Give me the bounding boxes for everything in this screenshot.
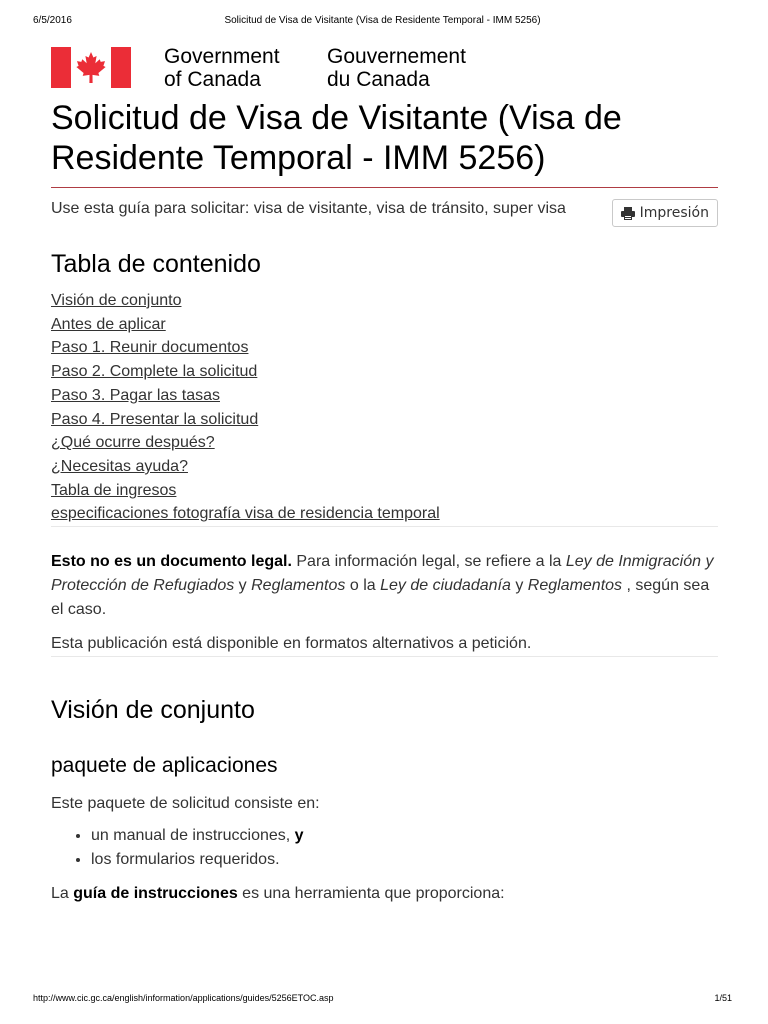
- signature-english: [164, 45, 280, 91]
- government-signature[interactable]: [51, 44, 718, 92]
- print-header: [33, 15, 732, 29]
- toc-item: [51, 336, 718, 360]
- legal-text: o la: [345, 577, 381, 595]
- toc-link-step-2[interactable]: Paso 2. Complete la solicitud: [51, 363, 258, 381]
- toc-link-what-next[interactable]: ¿Qué ocurre después?: [51, 434, 215, 452]
- canada-flag-icon: [51, 47, 131, 88]
- toc-item: [51, 431, 718, 455]
- application-package-heading: paquete de aplicaciones: [51, 754, 278, 778]
- toc-item: [51, 384, 718, 408]
- print-url: http://www.cic.gc.ca/english/information/applications/guides/5256ETOC.asp: [33, 993, 334, 1003]
- print-button-label: Impresión: [639, 205, 709, 221]
- list-item-text: los formularios requeridos.: [91, 851, 280, 869]
- divider: [51, 526, 718, 527]
- toc-link-need-help[interactable]: ¿Necesitas ayuda?: [51, 457, 188, 475]
- list-item-text: un manual de instrucciones,: [91, 827, 295, 845]
- legal-act-immigration: Ley de Inmigración y Protección de Refugiados: [51, 553, 714, 595]
- print-button[interactable]: [612, 199, 718, 227]
- print-document-title: Solicitud de Visa de Visitante (Visa de Residente Temporal - IMM 5256): [224, 15, 541, 26]
- toc-item: [51, 455, 718, 479]
- legal-notice-bold: Esto no es un documento legal.: [51, 553, 292, 571]
- legal-text: y: [510, 577, 528, 595]
- toc-item: [51, 289, 718, 313]
- toc-link-overview[interactable]: Visión de conjunto: [51, 292, 182, 309]
- toc-item: [51, 408, 718, 432]
- toc-item: [51, 313, 718, 337]
- toc-link-income-table[interactable]: Tabla de ingresos: [51, 481, 177, 499]
- list-item-bold: y: [294, 827, 304, 845]
- intro-text: Use esta guía para solicitar: visa de visitante, visa de tránsito, super visa: [51, 200, 566, 217]
- signature-en-line2: of Canada: [164, 68, 261, 91]
- signature-french: [327, 45, 466, 91]
- page-number: 1/51: [714, 993, 732, 1003]
- toc-link-before-applying[interactable]: Antes de aplicar: [51, 315, 166, 333]
- legal-regulations: Reglamentos: [527, 577, 623, 595]
- toc-title: Tabla de contenido: [51, 250, 261, 278]
- toc-link-step-3[interactable]: Paso 3. Pagar las tasas: [51, 386, 220, 404]
- legal-act-citizenship: Ley de ciudadanía: [380, 577, 511, 595]
- toc-link-step-1[interactable]: Paso 1. Reunir documentos: [51, 339, 249, 357]
- toc-item: [51, 360, 718, 384]
- legal-text: Para información legal, se refiere a la: [291, 553, 566, 571]
- signature-fr-line1: Gouvernement: [327, 45, 466, 68]
- toc-link-step-4[interactable]: Paso 4. Presentar la solicitud: [51, 410, 259, 428]
- guide-bold: guía de instrucciones: [73, 885, 238, 903]
- list-item: [91, 824, 718, 848]
- print-footer: [33, 993, 732, 1007]
- guide-post: es una herramienta que proporciona:: [237, 885, 505, 903]
- signature-en-line1: Government: [164, 45, 280, 68]
- overview-heading: Visión de conjunto: [51, 696, 255, 725]
- toc-item: [51, 479, 718, 503]
- guide-pre: La: [51, 885, 74, 903]
- signature-fr-line2: du Canada: [327, 68, 430, 91]
- package-contents-intro: Este paquete de solicitud consiste en:: [51, 795, 320, 813]
- page-title: Solicitud de Visa de Visitante (Visa de Residente Temporal - IMM 5256): [51, 98, 718, 188]
- list-item: [91, 848, 718, 872]
- alternate-formats-note: Esta publicación está disponible en formatos alternativos a petición.: [51, 635, 532, 653]
- printer-icon: [621, 207, 635, 220]
- print-date: 6/5/2016: [33, 15, 72, 26]
- legal-text: y: [234, 577, 252, 595]
- legal-notice: [51, 550, 718, 622]
- instruction-guide-intro: [51, 882, 718, 906]
- divider: [51, 656, 718, 657]
- toc-item: [51, 502, 718, 526]
- toc-link-photo-specs[interactable]: especificaciones fotografía visa de residencia temporal: [51, 505, 440, 523]
- legal-regulations: Reglamentos: [251, 577, 346, 595]
- page-content: [51, 44, 718, 906]
- package-contents-list: [51, 824, 718, 872]
- legal-text: , según sea el caso.: [51, 577, 710, 619]
- intro-row: [51, 200, 718, 234]
- toc-list: [51, 289, 718, 526]
